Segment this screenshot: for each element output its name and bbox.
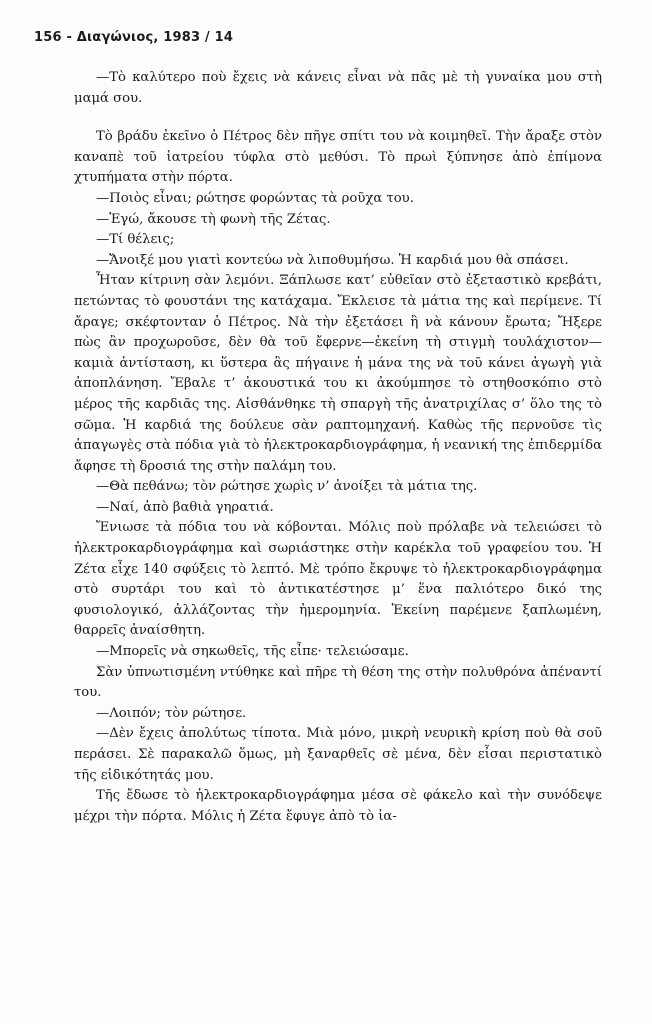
running-head: 156 - Διαγώνιος, 1983 / 14 xyxy=(34,30,234,45)
paragraph: Τῆς ἔδωσε τὸ ἠλεκτροκαρδιογράφημα μέσα σὲ φάκελο καὶ τὴν συνόδεψε μέχρι τὴν πόρτα. Μόλις ἡ Ζέτα ἔφυγε ἀπὸ τὸ ἰα- xyxy=(74,788,602,824)
paragraph: Σὰν ὑπνωτισμένη ντύθηκε καὶ πῆρε τὴ θέση της στὴν πολυθρόνα ἀπέναντί του. xyxy=(74,664,602,701)
paragraph: —Δὲν ἔχεις ἀπολύτως τίποτα. Μιὰ μόνο, μικρὴ νευρικὴ κρίση ποὺ θὰ σοῦ περάσει. Σὲ παρακαλῶ ὅμως, μὴ ξαναρθεῖς σὲ μένα, δὲν εἶσαι περιστατικὸ τῆς εἰδικότητάς μου. xyxy=(74,726,602,783)
paragraph: —Ποιὸς εἶναι; ρώτησε φορώντας τὰ ροῦχα του. xyxy=(96,190,414,206)
paragraph: Τὸ βράδυ ἐκεῖνο ὁ Πέτρος δὲν πῆγε σπίτι του νὰ κοιμηθεῖ. Τὴν ἄραξε στὸν καναπὲ τοῦ ἰατρείου τύφλα στὸ μεθύσι. Τὸ πρωὶ ξύπνησε ἀπὸ ἐπίμονα χτυπήματα στὴν πόρτα. xyxy=(74,129,602,186)
paragraph: —Ἄνοιξέ μου γιατὶ κοντεύω νὰ λιποθυμήσω. Ἡ καρδιά μου θὰ σπάσει. xyxy=(96,252,569,268)
paragraph: Ἦταν κίτρινη σὰν λεμόνι. Ξάπλωσε κατ’ εὐθεῖαν στὸ ἐξεταστικὸ κρεβάτι, πετώντας τὸ φουστάνι της κατάχαμα. Ἔκλεισε τὰ μάτια της καὶ περίμενε. Τί ἄραγε; σκέφτονταν ὁ Πέτρος. Νὰ τὴν ἐξετάσει ἢ νὰ κάνουν ἔρωτα; Ἤξερε πὼς ἂν προχωροῦσε, δὲν θὰ τοῦ ἔφερνε—ἐκείνη τὴ στιγμὴ τουλάχιστον—καμιὰ ἀντίσταση, κι ὕστερα ἂς πήγαινε ἡ μάνα της νὰ τοῦ κάνει ἀγωγὴ γιὰ ἀποπλάνηση. Ἔβαλε τ’ ἀκουστικά του κι ἀκούμπησε τὸ στηθοσκόπιο στὸ μέρος τῆς καρδιᾶς της. Αἰσθάνθηκε τὴ σπαργὴ τῆς ἀνατριχίλας σ’ ὅλο της τὸ σῶμα. Ἡ καρδιά της δούλευε σὰν ραπτομηχανή. Καθὼς τῆς περνοῦσε τὶς ἀπαγωγὲς στὰ πόδια γιὰ τὸ ἠλεκτροκαρδιογράφημα, ἡ νεανική της ἐπιδερμίδα ἄφησε τὴ δροσιά της στὴν παλάμη του. xyxy=(74,273,602,474)
paragraph: —Θὰ πεθάνω; τὸν ρώτησε χωρὶς ν’ ἀνοίξει τὰ μάτια της. xyxy=(96,479,478,495)
paragraph: —Τὸ καλύτερο ποὺ ἔχεις νὰ κάνεις εἶναι νὰ πᾶς μὲ τὴ γυναίκα μου στὴ μαμά σου. xyxy=(74,70,602,106)
paragraph: —Ναί, ἀπὸ βαθιὰ γηρατιά. xyxy=(96,499,274,515)
paragraph: —Τί θέλεις; xyxy=(96,232,175,248)
page-body xyxy=(74,68,602,827)
paragraph: Ἔνιωσε τὰ πόδια του νὰ κόβονται. Μόλις ποὺ πρόλαβε νὰ τελειώσει τὸ ἠλεκτροκαρδιογράφημα καὶ σωριάστηκε στὴν καρέκλα τοῦ γραφείου του. Ἡ Ζέτα εἶχε 140 σφύξεις τὸ λεπτό. Μὲ τρόπο ἔκρυψε τὸ ἠλεκτροκαρδιογράφημα στὸ συρτάρι του καὶ τὸ ἀντικατέστησε μ’ ἕνα παλιότερο δικό της φυσιολογικό, ἀλλάζοντας τὴν ἡμερομηνία. Ἐκείνη παρέμενε ξαπλωμένη, θαρρεῖς ἀναίσθητη. xyxy=(74,520,602,639)
paragraph: —Λοιπόν; τὸν ρώτησε. xyxy=(96,705,247,721)
paragraph: —Ἐγώ, ἄκουσε τὴ φωνὴ τῆς Ζέτας. xyxy=(96,211,331,227)
paragraph: —Μπορεῖς νὰ σηκωθεῖς, τῆς εἶπε· τελειώσαμε. xyxy=(96,644,409,660)
